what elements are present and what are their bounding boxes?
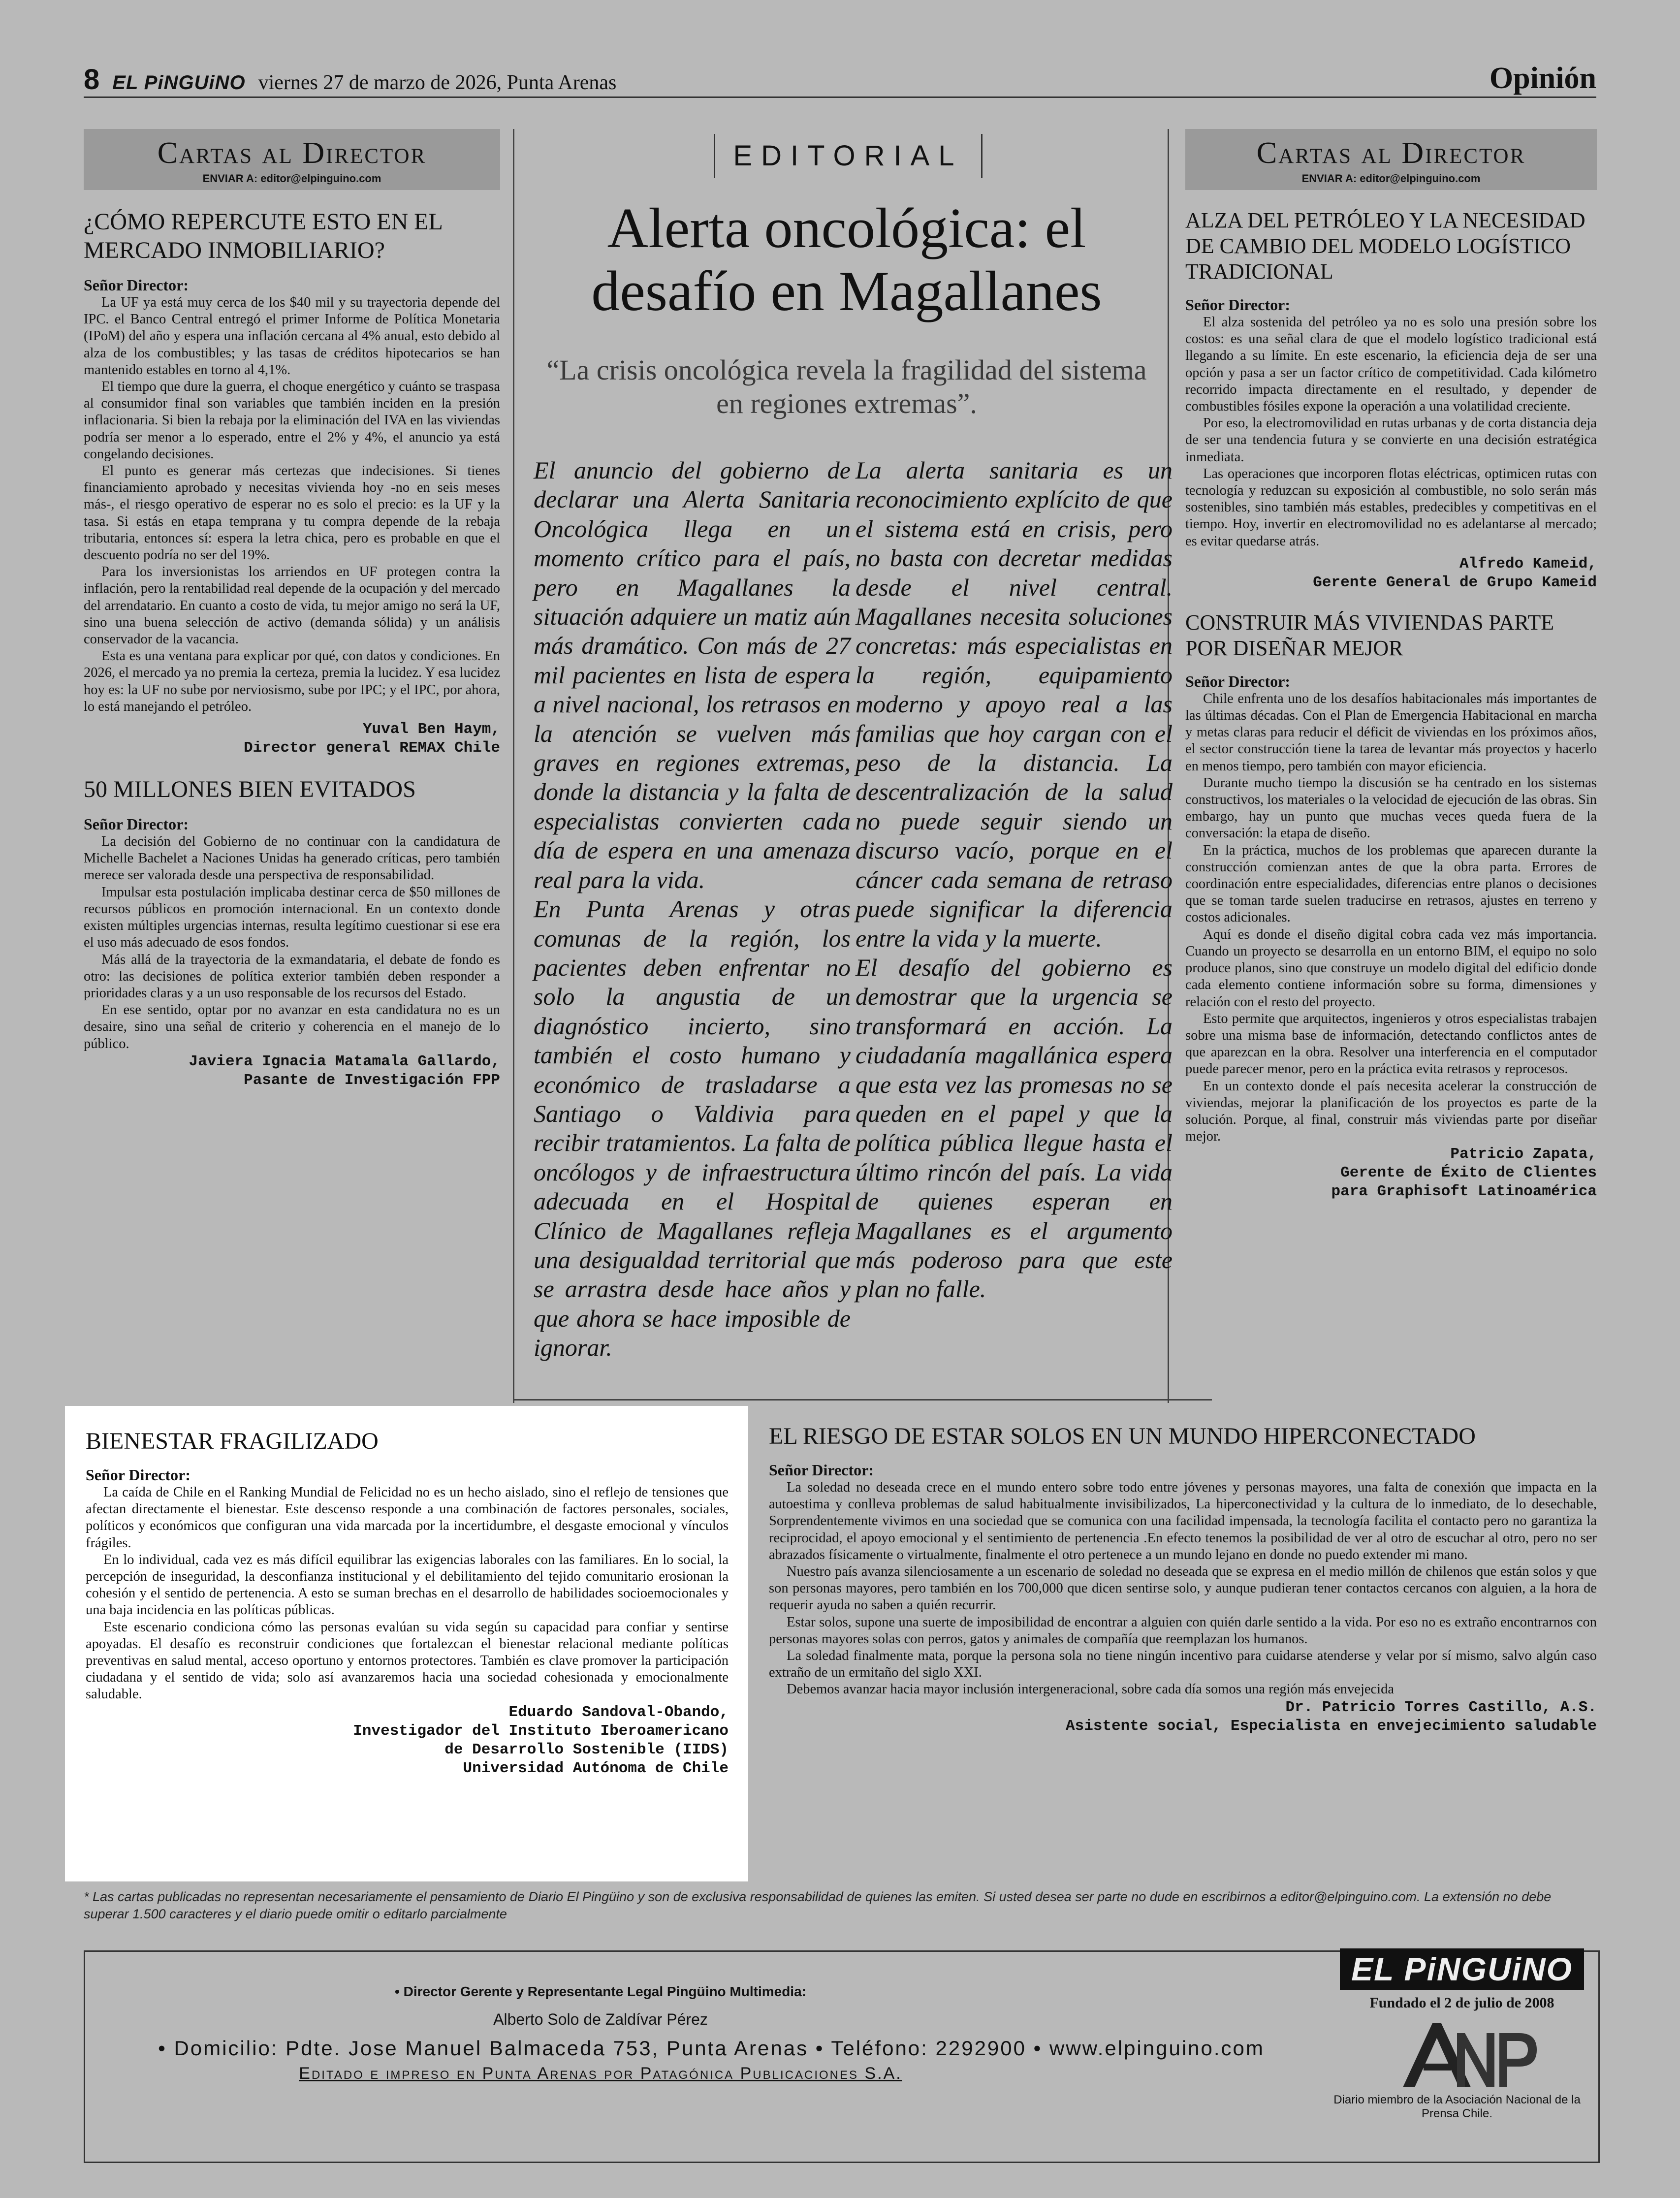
- editorial-bottom-rule: [513, 1399, 1212, 1401]
- letter-signature-role: Investigador del Instituto Iberoamericano: [353, 1722, 729, 1740]
- letter-signature-name: Eduardo Sandoval-Obando,: [508, 1703, 729, 1721]
- brand-logo: EL PiNGUiNO: [1340, 1948, 1584, 1990]
- header-rule: [84, 96, 1596, 98]
- letter-paragraph: La UF ya está muy cerca de los $40 mil y su trayectoria depende del IPC. el Banco Central entregó el primer Informe de Política Monetaria (IPoM) del año y espera una inflación cercana al 4% anual, esto debido al alza de los combustibles; y las tasas de créditos hipotecarios se han mantenido estables en torno al 4,1%.: [84, 295, 500, 378]
- letters-box-email: ENVIAR A: editor@elpinguino.com: [1301, 172, 1481, 185]
- editorial-paragraph: El desafío del gobierno es demostrar que la urgencia se transformará en acción. La ciudadanía magallánica espera que esta vez las promesas no se queden en el papel y que la política pública llegue hasta el último rincón del país. La vida de quienes esperan en Magallanes es el argumento más poderoso para que este plan no falle.: [856, 953, 1173, 1303]
- soledad-letter: [769, 1423, 1597, 1736]
- letter-paragraph: Durante mucho tiempo la discusión se ha centrado en los sistemas constructivos, los materiales o la velocidad de ejecución de las obras. Sin embargo, hay un punto que muchas veces queda fuera de la conversación: la etapa de diseño.: [1185, 775, 1597, 841]
- section-title: Opinión: [1489, 62, 1596, 95]
- letter-signature-university: Universidad Autónoma de Chile: [463, 1759, 729, 1777]
- letter-paragraph: Más allá de la trayectoria de la exmandataria, el debate de fondo es otro: las decisiones de política exterior también deben responder a prioridades claras y a un uso responsable de los recursos del Estado.: [84, 952, 500, 1001]
- letter-signature-role: Gerente de Éxito de Clientes: [1340, 1164, 1597, 1182]
- letters-box-title: Cartas al Director: [1256, 136, 1526, 170]
- editorial-paragraph: En Punta Arenas y otras comunas de la región, los pacientes deben enfrentar no solo la angustia de un diagnóstico incierto, sino también el costo humano y económico de trasladarse a Santiago o Valdivia para recibir tratamientos. La falta de oncólogos y de infraestructura adecuada en el Hospital Clínico de Magallanes refleja una desigualdad territorial que se arrastra desde hace años y que ahora se hace imposible de ignorar.: [534, 895, 851, 1362]
- letter-salutation: Señor Director:: [769, 1461, 874, 1479]
- page-header: [84, 63, 616, 97]
- anp-caption: Diario miembro de la Asociación Nacional de la Prensa Chile.: [1333, 2093, 1581, 2120]
- letter-signature-role: Pasante de Investigación FPP: [244, 1071, 500, 1089]
- letters-box-header: [84, 129, 500, 190]
- letter-paragraph: El alza sostenida del petróleo ya no es solo una presión sobre los costos: es una señal clara de que el modelo logístico tradicional está llegando a su límite. En este escenario, la eficiencia deja de ser una opción y pasa a ser un factor crítico de competitividad. Cada kilómetro recorrido impacta directamente en el resultado, y depender de combustibles fósiles expone la operación a una volatilidad creciente.: [1185, 315, 1597, 414]
- letter-paragraph: Impulsar esta postulación implicaba destinar cerca de $50 millones de recursos públicos en promoción internacional. En un contexto donde existen múltiples urgencias internas, resulta legítimo cuestionar si ese era el uso más adecuado de esos fondos.: [84, 884, 500, 951]
- editorial-column-1: [534, 456, 851, 1363]
- founded-date: Fundado el 2 de julio de 2008: [1369, 1995, 1554, 2011]
- director-name: Alberto Solo de Zaldívar Pérez: [493, 2010, 708, 2028]
- letter-paragraph: El tiempo que dure la guerra, el choque energético y cuánto se traspasa al consumidor final son variables que también inciden en la presión inflacionaria. Si bien la rebaja por la eliminación del IVA en las viviendas podría ser menor a lo esperado, entre el 2% y 4%, el anuncio ya está congelando decisiones.: [84, 379, 500, 462]
- editorial-column-2: [856, 456, 1173, 1304]
- letter-paragraph: En lo individual, cada vez es más difícil equilibrar las exigencias laborales con las familiares. En lo social, la percepción de inseguridad, la desconfianza institucional y el debilitamiento del tejido comunitario erosionan la cohesión y el sentido de pertenencia. A esto se suman brechas en el desarrollo de habilidades socioemocionales y una baja incidencia en las políticas públicas.: [86, 1552, 729, 1618]
- editorial-label-wrap: [522, 134, 1172, 178]
- letter-signature-role: Director general REMAX Chile: [244, 739, 500, 757]
- letter-signature-org: de Desarrollo Sostenible (IIDS): [444, 1741, 729, 1758]
- letter-signature-role: Asistente social, Especialista en envejecimiento saludable: [1066, 1717, 1597, 1735]
- letter-paragraph: Estar solos, supone una suerte de imposibilidad de encontrar a alguien con quién darle sentido a la vida. Por eso no es extraño encontrarnos con personas mayores solas con perros, gatos y animales de compañía que reemplazan los humanos.: [769, 1614, 1597, 1647]
- letter-paragraph: En ese sentido, optar por no avanzar en esta candidatura no es un desaire, sino una señal de criterio y coherencia en el manejo de lo público.: [84, 1002, 500, 1051]
- letter-signature-name: Javiera Ignacia Matamala Gallardo,: [189, 1052, 500, 1070]
- letter-paragraph: Esto permite que arquitectos, ingenieros y otros especialistas trabajen sobre una misma base de información, detectando conflictos antes de que aparezcan en la obra. Resolver una interferencia en el computador puede parecer menor, pero en la práctica evita retrasos y reprocesos.: [1185, 1011, 1597, 1077]
- letter-title: CONSTRUIR MÁS VIVIENDAS PARTE POR DISEÑAR MEJOR: [1185, 610, 1554, 660]
- editorial-label: EDITORIAL: [714, 134, 983, 178]
- page-number: 8: [84, 64, 100, 96]
- editorial-paragraph: La alerta sanitaria es un reconocimiento explícito de que el sistema está en crisis, pero no basta con decretar medidas desde el nivel central. Magallanes necesita soluciones concretas: más especialistas en la región, equipamiento moderno y apoyo real a las familias que hoy cargan con el peso de la distancia. La descentralización de la salud no puede seguir siendo un discurso vacío, porque en el cáncer cada semana de retraso puede significar la diferencia entre la vida y la muerte.: [856, 456, 1173, 952]
- anp-logo: [1398, 2018, 1541, 2092]
- column-rule-left: [513, 129, 514, 1403]
- letter-title: ALZA DEL PETRÓLEO Y LA NECESIDAD DE CAMBIO DEL MODELO LOGÍSTICO TRADICIONAL: [1185, 208, 1585, 284]
- letter-paragraph: La soledad no deseada crece en el mundo entero sobre todo entre jóvenes y personas mayores, una falta de conexión que impacta en la autoestima y conlleva problemas de salud habitualmente invisibilizados, La hiperconectividad y la cultura de lo inmediato, de lo desechable, Sorprendentemente vivimos en una sociedad que se comunica con una facilidad impensada, la tecnología facilita el contacto pero no garantiza la reciprocidad, el apoyo emocional y el sentimiento de pertenencia .En efecto tenemos la posibilidad de ver al otro de escuchar al otro, pero no ser abrazados físicamente o virtualmente, finalmente el otro pertenece a un mundo lejano en donde no puedo extender mi mano.: [769, 1480, 1597, 1562]
- letter-signature-name: Yuval Ben Haym,: [362, 721, 500, 738]
- letter-paragraph: Chile enfrenta uno de los desafíos habitacionales más importantes de las últimas décadas. Con el Plan de Emergencia Habitacional en marcha y metas claras para reducir el déficit de viviendas en los próximos años, el sector construcción tiene la tarea de levantar más proyectos y hacerlo en menos tiempo, pero también con mayor eficiencia.: [1185, 691, 1597, 774]
- editorial-subtitle: “La crisis oncológica revela la fragilidad del sistema en regiones extremas”.: [546, 354, 1147, 419]
- letter-paragraph: Esta es una ventana para explicar por qué, con datos y condiciones. En 2026, el mercado ya no premia la certeza, premia la lucidez. Y esa lucidez hoy es: la UF no sube por nerviosismo, sube por IPC; y el IPC, por ahora, lo está manejando el petróleo.: [84, 648, 500, 714]
- printed-by: Editado e impreso en Punta Arenas por Patagónica Publicaciones S.A.: [299, 2064, 902, 2083]
- letter-paragraph: Nuestro país avanza silenciosamente a un escenario de soledad no deseada que se expresa en el medio millón de chilenos que están solos y que son personas mayores, pero también en los 700,000 que dicen sentirse solo, y aunque pudieran tener contactos cercanos con alguien, a la hora de requerir ayuda no saben a quién recurrir.: [769, 1564, 1597, 1613]
- address-line: • Domicilio: Pdte. Jose Manuel Balmaceda 753, Punta Arenas • Teléfono: 2292900 • www.elpinguino.com: [158, 2037, 1265, 2060]
- editorial-title: Alerta oncológica: el desafío en Magallanes: [591, 197, 1102, 323]
- left-letters-column: [84, 129, 500, 1090]
- letter-signature-role: Gerente General de Grupo Kameid: [1313, 573, 1597, 591]
- letter-paragraph: Para los inversionistas los arriendos en UF protegen contra la inflación, pero la rentabilidad real depende de la ocupación y del mercado del arrendatario. En cuanto a costo de vida, tu mejor amigo no será la UF, sino una buena selección de activo (demanda sólida) y un análisis conservador de la vacancia.: [84, 564, 500, 647]
- letter-paragraph: En un contexto donde el país necesita acelerar la construcción de viviendas, mejorar la planificación de los proyectos es parte de la solución. Porque, al final, construir más viviendas parte por diseñar mejor.: [1185, 1078, 1597, 1145]
- letter-title: ¿CÓMO REPERCUTE ESTO EN EL MERCADO INMOBILIARIO?: [84, 209, 442, 263]
- letter-paragraph: La decisión del Gobierno de no continuar con la candidatura de Michelle Bachelet a Naciones Unidas ha generado críticas, pero también merece ser valorada desde una perspectiva de responsabilidad.: [84, 834, 500, 883]
- anp-logo-text: ANP: [1469, 2092, 1471, 2093]
- letter-salutation: Señor Director:: [84, 815, 189, 833]
- letter-signature-org: para Graphisoft Latinoamérica: [1331, 1183, 1597, 1201]
- letter-paragraph: Las operaciones que incorporen flotas eléctricas, optimicen rutas con tecnología y reduzcan su exposición al combustible, no solo serán más sostenibles, sino también más estables, predecibles y competitivas en el tiempo. Hoy, invertir en electromovilidad no es adelantarse al mercado; es evitar quedarse atrás.: [1185, 466, 1597, 549]
- director-label: • Director Gerente y Representante Legal Pingüino Multimedia:: [395, 1984, 806, 1999]
- editorial-paragraph: El anuncio del gobierno de declarar una Alerta Sanitaria Oncológica llega en un momento crítico para el país, pero en Magallanes la situación adquiere un matiz aún más dramático. Con más de 27 mil pacientes en lista de espera a nivel nacional, los retrasos en la atención se vuelven más graves en regiones extremas, donde la distancia y la falta de especialistas convierten cada día de espera en una amenaza real para la vida.: [534, 456, 851, 893]
- letter-paragraph: Aquí es donde el diseño digital cobra cada vez más importancia. Cuando un proyecto se desarrolla en un entorno BIM, el equipo no solo produce planos, sino que construye un modelo digital del edificio donde cada elemento contiene información sobre su forma, dimensiones y relación con el resto del proyecto.: [1185, 926, 1597, 1010]
- letter-signature-name: Dr. Patricio Torres Castillo, A.S.: [1285, 1698, 1597, 1716]
- letter-title: BIENESTAR FRAGILIZADO: [86, 1428, 379, 1454]
- letters-box-title: Cartas al Director: [157, 136, 427, 170]
- letter-paragraph: Por eso, la electromovilidad en rutas urbanas y de corta distancia deja de ser una tendencia futura y se convierte en una decisión estratégica inmediata.: [1185, 415, 1597, 465]
- letter-paragraph: El punto es generar más certezas que indecisiones. Si tienes financiamiento aprobado y necesitas vivienda hoy -no en seis meses más-, el riesgo operativo de esperar no es solo el precio: es la UF y la tasa. Si estás en etapa temprana y tu compra depende de la rebaja tributaria, entonces sí: espera la letra chica, pero es probable en que el descuento podría no ser del 19%.: [84, 463, 500, 563]
- letter-title: 50 MILLONES BIEN EVITADOS: [84, 776, 416, 803]
- letters-box-header: [1185, 129, 1597, 190]
- letter-salutation: Señor Director:: [1185, 296, 1290, 314]
- letter-salutation: Señor Director:: [86, 1466, 190, 1484]
- letter-signature-name: Alfredo Kameid,: [1459, 555, 1597, 573]
- brand-name: EL PiNGUiNO: [112, 72, 246, 94]
- letter-paragraph: Este escenario condiciona cómo las personas evalúan su vida según su capacidad para confiar y sentirse apoyadas. El desafío es reconstruir condiciones que fortalezcan el bienestar relacional mediante políticas preventivas en salud mental, acceso oportuno y entornos protectores. También es clave promover la participación ciudadana y el sentido de vida; solo así avanzaremos hacia una sociedad cohesionada y emocionalmente saludable.: [86, 1619, 729, 1702]
- letter-salutation: Señor Director:: [84, 276, 189, 294]
- letter-paragraph: Debemos avanzar hacia mayor inclusión intergeneracional, sobre cada día somos una región más envejecida: [787, 1682, 1394, 1697]
- bienestar-letter-box: [65, 1406, 748, 1881]
- letter-signature-name: Patricio Zapata,: [1450, 1146, 1597, 1163]
- letter-paragraph: La caída de Chile en el Ranking Mundial de Felicidad no es un hecho aislado, sino el reflejo de tensiones que afectan directamente el bienestar. Este descenso responde a una combinación de factores personales, sociales, políticos y económicos que configuran una vida marcada por la incertidumbre, el desgaste emocional y vínculos frágiles.: [86, 1485, 729, 1551]
- letter-salutation: Señor Director:: [1185, 672, 1290, 690]
- right-letters-column: [1185, 129, 1597, 1201]
- letter-paragraph: La soledad finalmente mata, porque la persona sola no tiene ningún incentivo para cuidarse atenderse y velar por sí mismo, salvo algún caso extraño de un ermitaño del siglo XXI.: [769, 1648, 1597, 1681]
- letters-box-email: ENVIAR A: editor@elpinguino.com: [202, 172, 381, 185]
- letter-paragraph: En la práctica, muchos de los problemas que aparecen durante la construcción comienzan antes de que la obra parta. Errores de coordinación entre especialidades, diferencias entre planos o decisiones que se toman tarde suelen traducirse en retrasos, ajustes en terreno y costos adicionales.: [1185, 842, 1597, 925]
- letter-title: EL RIESGO DE ESTAR SOLOS EN UN MUNDO HIPERCONECTADO: [769, 1423, 1476, 1449]
- date-place: viernes 27 de marzo de 2026, Punta Arenas: [258, 71, 617, 94]
- letters-disclaimer: * Las cartas publicadas no representan necesariamente el pensamiento de Diario El Pingüino y son de exclusiva responsabilidad de quienes las emiten. Si usted desea ser parte no dude en escribirnos a editor@elpinguino.com. La extensión no debe superar 1.500 caracteres y el diario puede omitir o editarlo parcialmente: [84, 1889, 1552, 1921]
